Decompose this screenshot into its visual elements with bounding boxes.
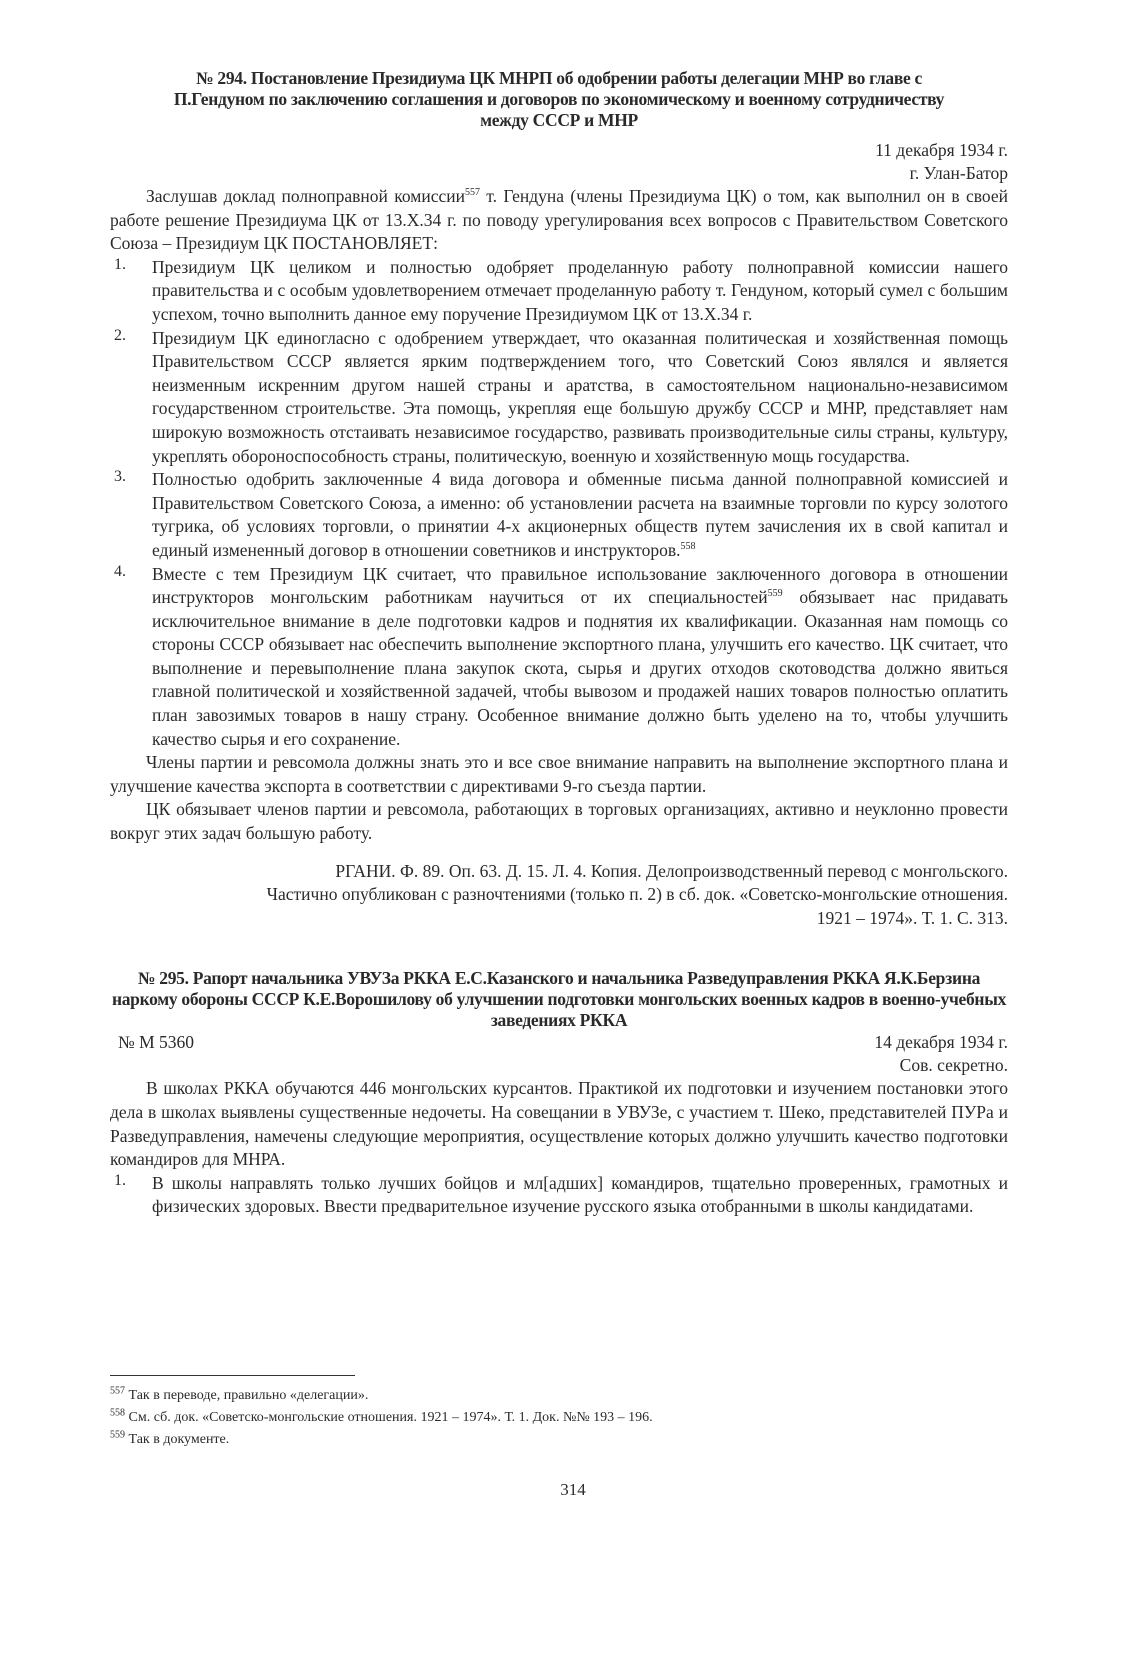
intro-text: Заслушав доклад полноправной комиссии bbox=[146, 186, 465, 206]
item-number: 1. bbox=[114, 255, 126, 273]
source-line: 1921 – 1974». Т. 1. С. 313. bbox=[816, 907, 1008, 928]
footnote-text: См. сб. док. «Советско-монгольские отношения. 1921 – 1974». Т. 1. Док. №№ 193 – 196. bbox=[125, 1410, 653, 1425]
doc-295-title: № 295. Рапорт начальника УВУЗа РККА Е.С.Казанского и начальника Разведуправления РККА Я.К.Берзина наркому обороны СССР К.Е.Ворошилову об улучшении подготовки монгольских военных кадров в военно-учебных заведениях РККА bbox=[111, 968, 1007, 1031]
item-text bbox=[152, 468, 1008, 562]
item-text bbox=[152, 563, 1008, 752]
item-text-part: Полностью одобрить заключенные 4 вида договора и обменные письма данной полноправной комиссией и Правительством Советского Союза, а именно: об установлении расчета на взаимные торговли по курсу золотого тугрика, об условиях торговли, о принятии 4-х акционерных обществ путем зачисления их в свой капитал и единый измененный договор в отношении советников и инструкторов. bbox=[152, 469, 1008, 560]
footnote bbox=[110, 1385, 653, 1407]
list-item bbox=[110, 563, 1008, 752]
doc-294-date: 11 декабря 1934 г. bbox=[875, 140, 1008, 160]
footnote-number: 558 bbox=[110, 1407, 125, 1419]
doc-294-paragraph: Члены партии и ревсомола должны знать это и все свое внимание направить на выполнение экспортного плана и улучшение качества экспорта в соответствии с директивами 9-го съезда партии. bbox=[110, 752, 1008, 796]
doc-294-place: г. Улан-Батор bbox=[909, 163, 1008, 183]
item-number: 1. bbox=[114, 1171, 126, 1189]
footnote bbox=[110, 1429, 653, 1451]
source-line: РГАНИ. Ф. 89. Оп. 63. Д. 15. Л. 4. Копия. Делопроизводственный перевод с монгольского. bbox=[335, 860, 1008, 881]
footnote-text: Так в документе. bbox=[125, 1432, 230, 1447]
item-text-part: Вместе с тем Президиум ЦК считает, что правильное использование заключенного договора в отношении инструкторов монгольским работникам научиться от их специальностей bbox=[152, 563, 1008, 608]
doc-294-intro bbox=[110, 185, 1008, 256]
doc-294-source bbox=[110, 860, 1008, 931]
intro-text: т. Гендуна (члены Президиума ЦК) о том, как выполнил он в своей работе решение Президиума ЦК от 13.X.34 г. по поводу урегулирования всех вопросов с Правительством Советского Союза – Президиум ЦК ПОСТАНОВЛЯЕТ: bbox=[110, 186, 1009, 254]
doc-295-number: № М 5360 bbox=[118, 1032, 195, 1053]
footnotes bbox=[110, 1385, 653, 1451]
footnote-ref: 559 bbox=[767, 588, 783, 600]
footnote-number: 557 bbox=[110, 1385, 125, 1397]
footnote-divider bbox=[110, 1375, 355, 1376]
footnote bbox=[110, 1407, 653, 1429]
doc-294-title: № 294. Постановление Президиума ЦК МНРП об одобрении работы делегации МНР во главе с П.Гендуном по заключению соглашения и договоров по экономическому и военному сотрудничеству между СССР и МНР bbox=[173, 68, 945, 130]
doc-295-meta bbox=[110, 1031, 1008, 1054]
list-item bbox=[110, 327, 1008, 469]
doc-294-paragraph: ЦК обязывает членов партии и ревсомола, работающих в торговых организациях, активно и неуклонно провести вокруг этих задач большую работу. bbox=[110, 799, 1008, 844]
document-page bbox=[110, 68, 1008, 1219]
footnote-ref: 558 bbox=[680, 541, 696, 553]
item-text: Президиум ЦК целиком и полностью одобряет проделанную работу полноправной комиссии нашего правительства и с особым удовлетворением отмечает проделанную работу т. Гендуном, который сумел с большим успехом, точно выполнить данное ему поручение Президиумом ЦК от 13.X.34 г. bbox=[152, 256, 1008, 324]
page-number: 314 bbox=[560, 1480, 586, 1499]
item-number: 2. bbox=[114, 326, 126, 344]
doc-295-classification: Сов. секретно. bbox=[899, 1055, 1008, 1076]
footnote-ref: 557 bbox=[464, 187, 480, 199]
item-text: В школы направлять только лучших бойцов и мл[адших] командиров, тщательно проверенных, грамотных и физических здоровых. Ввести предварительное изучение русского языка отобранными в школы кандидатами. bbox=[152, 1172, 1008, 1217]
source-line: Частично опубликован с разночтениями (только п. 2) в сб. док. «Советско-монгольские отношения. bbox=[266, 884, 1008, 905]
item-text-part: обязывает нас придавать исключительное внимание в деле подготовки кадров и поднятия их квалификации. Оказанная нам помощь со стороны СССР обязывает нас обеспечить выполнение экспортного плана, улучшить его качество. ЦК считает, что выполнение и перевыполнение плана закупок скота, сырья и других отходов скотоводства должно явиться главной политической и хозяйственной задачей, чтобы вывозом и продажей наших товаров полностью оплатить план завозимых товаров в нашу страну. Особенное внимание должно быть уделено на то, чтобы улучшить качество сырья и его сохранение. bbox=[152, 587, 1008, 749]
list-item bbox=[110, 468, 1008, 562]
list-item bbox=[110, 256, 1008, 327]
footnote-text: Так в переводе, правильно «делегации». bbox=[125, 1388, 369, 1403]
item-number: 3. bbox=[114, 468, 126, 486]
item-number: 4. bbox=[114, 562, 126, 580]
footnote-number: 559 bbox=[110, 1429, 125, 1441]
list-item bbox=[110, 1172, 1008, 1219]
doc-295-date: 14 декабря 1934 г. bbox=[874, 1032, 1008, 1053]
item-text: Президиум ЦК единогласно с одобрением утверждает, что оказанная политическая и хозяйственная помощь Правительством СССР является ярким подтверждением того, что Советский Союз являлся и является неизменным искренним другом нашей страны и аратства, в самостоятельном национально-независимом государственном строительстве. Эта помощь, укрепляя еще большую дружбу СССР и МНР, представляет нам широкую возможность отстаивать независимое государство, развивать производительные силы страны, культуру, укреплять обороноспособность страны, политическую, военную и хозяйственную мощь государства. bbox=[152, 327, 1008, 466]
doc-295-intro: В школах РККА обучаются 446 монгольских курсантов. Практикой их подготовки и изучением постановки этого дела в школах выявлены существенные недочеты. На совещании в УВУЗе, с участием т. Шеко, представителей ПУРа и Разведуправления, намечены следующие мероприятия, осуществление которых должно улучшить качество подготовки командиров для МНРА. bbox=[110, 1078, 1008, 1170]
